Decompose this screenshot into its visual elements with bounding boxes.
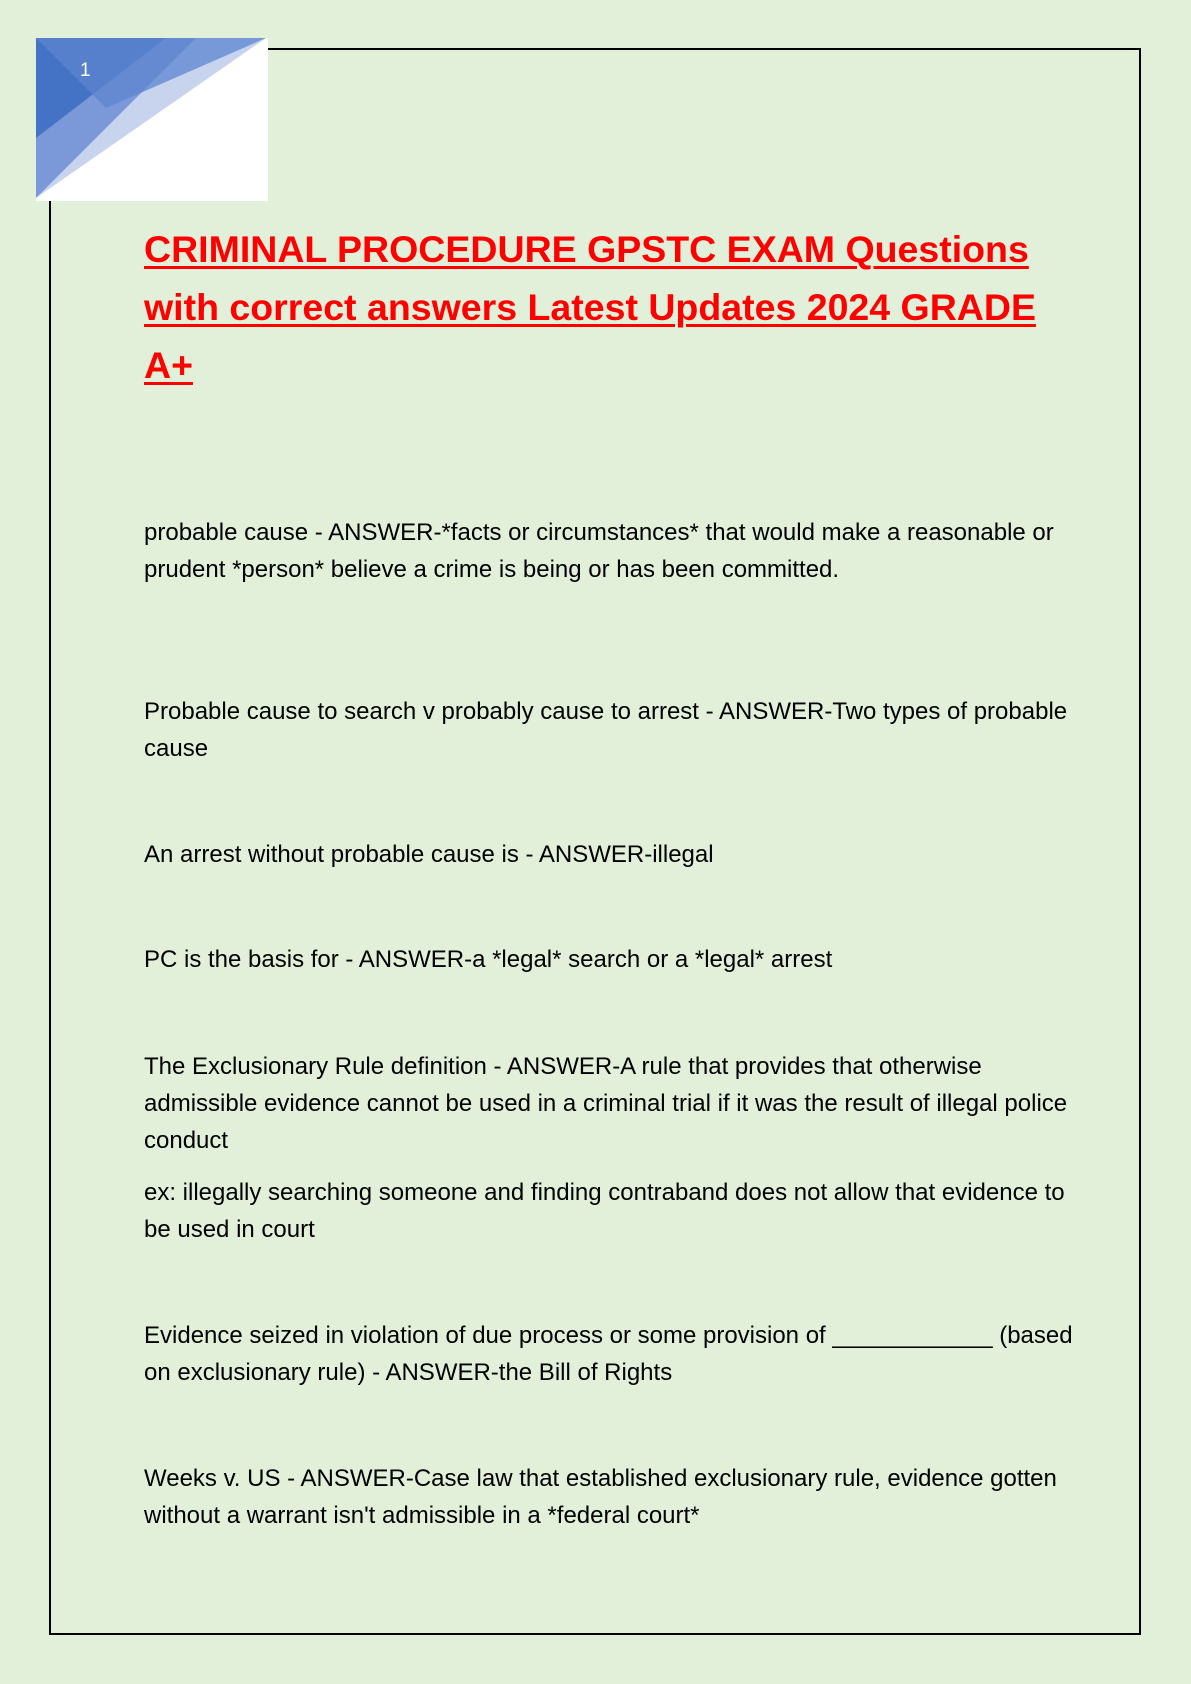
document-title: CRIMINAL PROCEDURE GPSTC EXAM Questions with correct answers Latest Updates 2024 GRADE A+ bbox=[144, 228, 1036, 386]
corner-triangles-graphic bbox=[36, 38, 268, 201]
qa-entry-exclusionary-example: ex: illegally searching someone and finding contraband does not allow that evidence to be used in court bbox=[144, 1179, 1065, 1243]
qa-entry-weeks-v-us: Weeks v. US - ANSWER-Case law that established exclusionary rule, evidence gotten without a warrant isn't admissible in a *federal court* bbox=[144, 1465, 1057, 1529]
qa-entry-probable-cause: probable cause - ANSWER-*facts or circumstances* that would make a reasonable or prudent *person* believe a crime is being or has been committed. bbox=[144, 519, 1054, 583]
corner-decoration bbox=[36, 38, 268, 201]
qa-entry-exclusionary-rule: The Exclusionary Rule definition - ANSWER-A rule that provides that otherwise admissible evidence cannot be used in a criminal trial if it was the result of illegal police conduct bbox=[144, 1053, 1068, 1154]
qa-entry-search-vs-arrest: Probable cause to search v probably cause to arrest - ANSWER-Two types of probable cause bbox=[144, 698, 1068, 762]
qa-entry-bill-of-rights: Evidence seized in violation of due process or some provision of ____________ (based on exclusionary rule) - ANSWER-the Bill of Rights bbox=[144, 1322, 1073, 1386]
qa-entry-arrest-without-pc: An arrest without probable cause is - ANSWER-illegal bbox=[144, 841, 714, 868]
page-number: 1 bbox=[80, 60, 91, 81]
qa-entry-pc-basis: PC is the basis for - ANSWER-a *legal* search or a *legal* arrest bbox=[144, 946, 833, 973]
